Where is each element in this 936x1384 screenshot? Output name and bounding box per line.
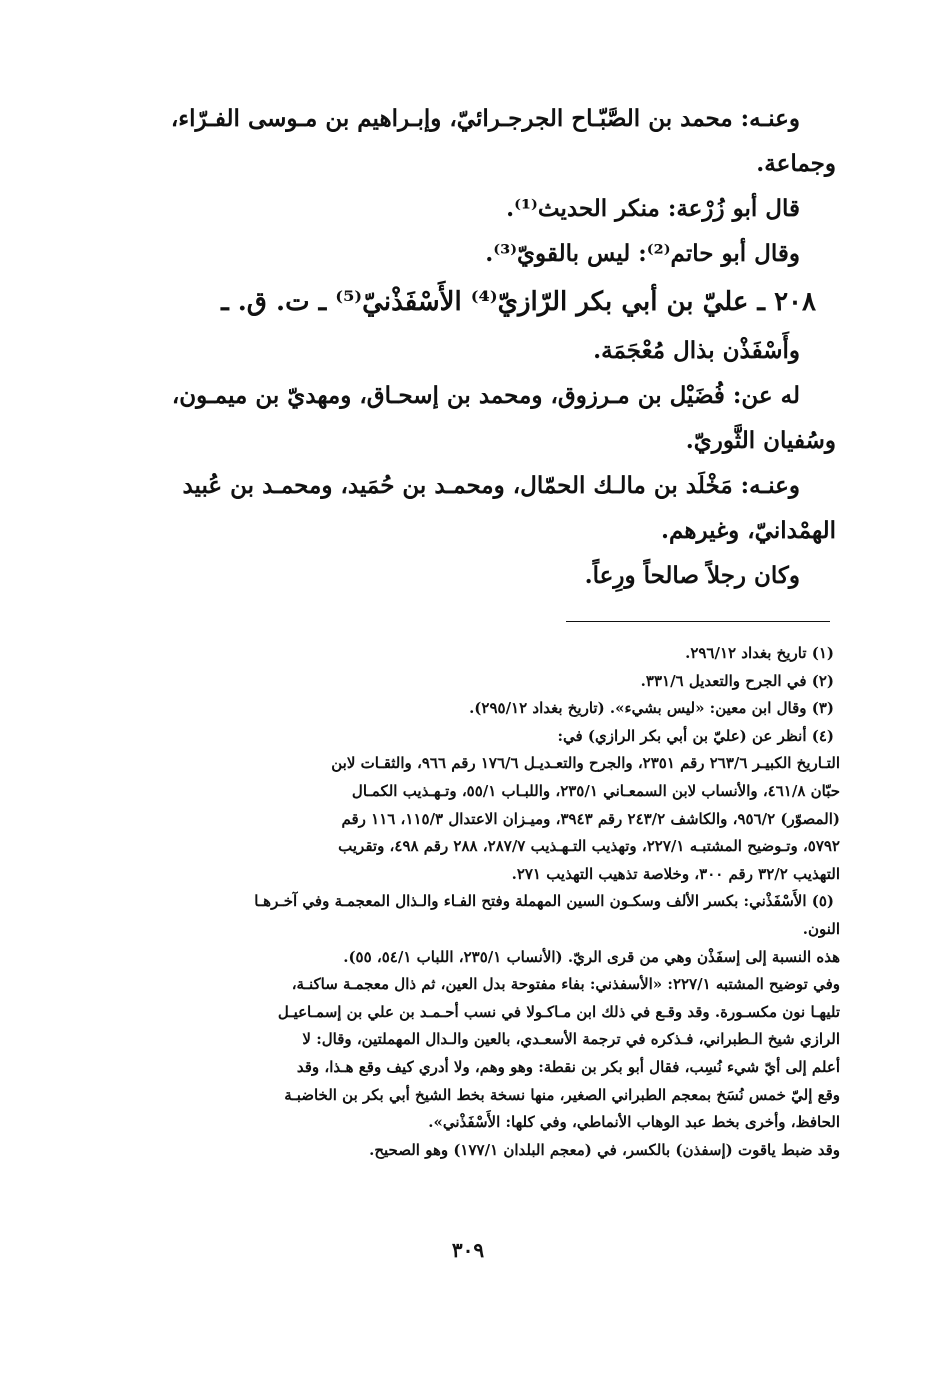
footnote-line: ٥٧٩٢، وتـوضيح المشتبـه ٢٢٧/١، وتهذيب التـهـذيب ٢٨٧/٧، ٢٨٨ رقم ٤٩٨، وتقريب bbox=[338, 837, 840, 856]
entry-heading: ٢٠٨ ـ عليّ بن أبي بكر الرّازيّ⁽⁴⁾ الأَسْفَذْنيّ⁽⁵⁾ ـ ت. ق. ـ bbox=[221, 287, 816, 317]
footnote-separator bbox=[566, 621, 830, 622]
footnote-line: وقع إليّ خمس نُسَخ بمعجم الطبراني الصغير، منها نسخة بخط الشيخ أبي بكر بن الخاضبـة bbox=[284, 1085, 840, 1104]
main-line: قال أبو زُرْعة: منكر الحديث⁽¹⁾. bbox=[506, 195, 800, 222]
main-line: وقال أبو حاتم⁽²⁾: ليس بالقويّ⁽³⁾. bbox=[485, 240, 800, 267]
footnote-line: (١) تاريخ بغداد ٢٩٦/١٢. bbox=[685, 644, 834, 662]
main-line: الهمْدانيّ، وغيرهم. bbox=[661, 517, 836, 544]
footnote-line: النون. bbox=[802, 919, 840, 938]
footnote-line: الرازي شيخ الـطبراني، فـذكره في ترجمة الأسعـدي، بالعين والـدال المهملتين، وقال: لا bbox=[302, 1030, 840, 1049]
footnote-line: (المصوّر) ٩٥٦/٢، والكاشف ٢٤٣/٢ رقم ٣٩٤٣، وميـزان الاعتدال ١١٥/٣، ١١٦ رقم bbox=[341, 809, 840, 828]
footnote-line: هذه النسبة إلى إسفَذْن وهي من قرى الريّ. (الأنساب ٢٣٥/١، اللباب ٥٤/١، ٥٥). bbox=[343, 947, 840, 966]
footnote-line: (٢) في الجرح والتعديل ٣٣١/٦. bbox=[640, 671, 834, 690]
main-line: وسُفيان الثَّوريّ. bbox=[685, 427, 836, 454]
main-line: وأَسْفَذْن بذال مُعْجَمَة. bbox=[593, 337, 800, 364]
main-line: وجماعة. bbox=[756, 150, 836, 177]
footnote-line: الحافظ، وأخرى بخط عبد الوهاب الأنماطي، وفي كلها: الأَسْفَذْني». bbox=[428, 1113, 840, 1132]
main-line: وكان رجلاً صالحاً ورِعاً. bbox=[584, 562, 800, 589]
footnote-line: حبّان ٤٦١/٨، والأنساب لابن السمعـاني ٢٣٥/١، واللبـاب ٥٥/١، وتـهـذيب الكمـال bbox=[351, 781, 840, 800]
footnote-line: تليهـا نون مكسـورة. وقد وقـع في ذلك ابن مـاكـولا في نسب أحـمـد بن علي بن إسمـاعيـل bbox=[277, 1002, 840, 1021]
footnote-line: (٣) وقال ابن معين: «ليس بشيء». (تاريخ بغداد ٢٩٥/١٢). bbox=[469, 699, 834, 718]
footnote-line: أعلم إلى أيّ شيء نُسِب، فقال أبو بكر بن نقطة: وهو وهم، ولا أدري كيف وقع هـذا، وقد bbox=[296, 1057, 840, 1076]
footnote-line: وفي توضيح المشتبه ٢٢٧/١: «الأسفذني: بفاء مفتوحة بدل العين، ثم ذال معجمـة ساكنـة، bbox=[291, 975, 840, 994]
main-line: وعنـه: مَخْلَد بن مالـك الحمّال، ومحمـد بن حُمَيد، ومحمـد بن عُبيد bbox=[182, 472, 800, 499]
main-text bbox=[130, 96, 836, 598]
footnote-line: التهذيب ٣٢/٢ رقم ٣٠٠، وخلاصة تذهيب التهذيب ٢٧١. bbox=[511, 864, 840, 883]
footnotes bbox=[134, 640, 840, 1164]
main-line: له عن: فُضَيْل بن مـرزوق، ومحمد بن إسحـاق، ومهديّ بن ميمـون، bbox=[171, 382, 800, 409]
footnote-line: (٥) الأَسْفَذْني: بكسر الألف وسكـون السين المهملة وفتح الفـاء والـذال المعجمـة وفي آخـرهـا bbox=[254, 892, 834, 911]
footnote-line: وقد ضبط ياقوت (إسفذن) بالكسر، في (معجم البلدان ١٧٧/١) وهو الصحيح. bbox=[369, 1140, 840, 1159]
main-line: وعنـه: محمد بن الصَّبّـاح الجرجـرائيّ، وإبـراهيم بن مـوسى الفـرّاء، bbox=[170, 105, 800, 132]
footnote-line: (٤) أنظر عن (عليّ بن أبي بكر الرازي) في: bbox=[557, 726, 834, 745]
page-number: ٣٠٩ bbox=[451, 1238, 485, 1262]
footnote-line: التـاريخ الكبيـر ٢٦٣/٦ رقم ٢٣٥١، والجرح والتعـديـل ١٧٦/٦ رقم ٩٦٦، والثقـات لابن bbox=[331, 754, 840, 773]
